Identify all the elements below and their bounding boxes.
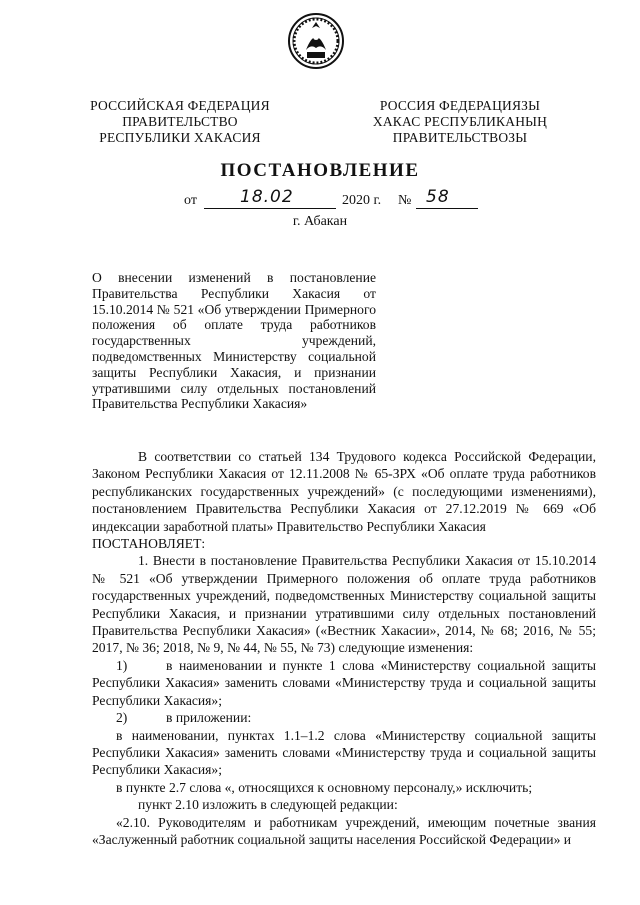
document-title: ПОСТАНОВЛЕНИЕ <box>220 160 420 181</box>
paragraph-item <box>92 709 596 726</box>
header-right-line: ХАКАС РЕСПУБЛИКАНЫҢ <box>372 114 548 129</box>
item-text: в наименовании и пункте 1 слова «Министерству социальной защиты Республики Хакасия» заменить словами «Министерству труда и социальной защиты Республики Хакасия»; <box>92 657 596 708</box>
paragraph: в пункте 2.7 слова «, относящихся к основному персоналу,» исключить; <box>116 779 533 795</box>
paragraph: 1. Внести в постановление Правительства Республики Хакасия от 15.10.2014 № 521 «Об утверждении Примерного положения об оплате труда работников государственных учреждений, подведомственных Министерству социальной защиты Республики Хакасия, и признании утратившими силу отдельных постановлений Правительства Республики Хакасия» («Вестник Хакасии», 2014, № 68; 2016, № 55; 2017, № 36; 2018, № 9, № 44, № 55, № 73) следующие изменения: <box>92 553 596 656</box>
paragraph: в наименовании, пунктах 1.1–1.2 слова «Министерству социальной защиты Республики Хакасия» заменить словами «Министерству труда и социальной защиты Республики Хакасия»; <box>92 727 596 778</box>
item-text: в приложении: <box>166 710 252 726</box>
city-label: г. Абакан <box>292 214 348 229</box>
coat-of-arms-emblem <box>287 10 345 72</box>
subject-block: О внесении изменений в постановление Правительства Республики Хакасия от 15.10.2014 № 521 «Об утверждении Примерного положения об оплате труда работников государственных учреждений, подведомственных Министерству социальной защиты Республики Хакасия, и признании утратившими силу отдельных постановлений Правительства Республики Хакасия» <box>92 270 376 412</box>
header-left-line: РОССИЙСКАЯ ФЕДЕРАЦИЯ <box>90 98 270 113</box>
paragraph-item <box>92 657 596 709</box>
header-right-line: РОССИЯ ФЕДЕРАЦИЯЗЫ <box>379 98 541 113</box>
header-left-line: РЕСПУБЛИКИ ХАКАСИЯ <box>99 130 261 145</box>
header-left-block <box>80 98 280 146</box>
paragraph-resolves: ПОСТАНОВЛЯЕТ: <box>92 536 206 552</box>
paragraph: В соответствии со статьей 134 Трудового кодекса Российской Федерации, Законом Республики Хакасия от 12.11.2008 № 65-ЗРХ «Об оплате труда работников республиканских государственных учреждений» (с последующими изменениями), постановлением Правительства Республики Хакасия от 27.12.2019 № 669 «Об индексации заработной платы» Правительство Республики Хакасия <box>92 449 596 534</box>
item-number: 1) <box>116 657 128 673</box>
date-handwritten: 18.02 <box>240 187 294 207</box>
year-label: 2020 г. <box>342 193 382 208</box>
number-label: № <box>398 193 412 208</box>
body-text <box>92 448 596 848</box>
header-right-line: ПРАВИТЕЛЬСТВОЗЫ <box>392 130 528 145</box>
number-underline <box>416 208 478 209</box>
header-left-line: ПРАВИТЕЛЬСТВО <box>122 114 238 129</box>
date-prefix: от <box>184 193 197 208</box>
paragraph: «2.10. Руководителям и работникам учреждений, имеющим почетные звания «Заслуженный работник социальной защиты населения Российской Федерации» и <box>92 814 596 847</box>
number-handwritten: 58 <box>426 187 450 207</box>
date-underline <box>204 208 336 209</box>
paragraph: пункт 2.10 изложить в следующей редакции: <box>138 797 398 813</box>
header-right-block <box>360 98 560 146</box>
item-number: 2) <box>116 710 128 726</box>
